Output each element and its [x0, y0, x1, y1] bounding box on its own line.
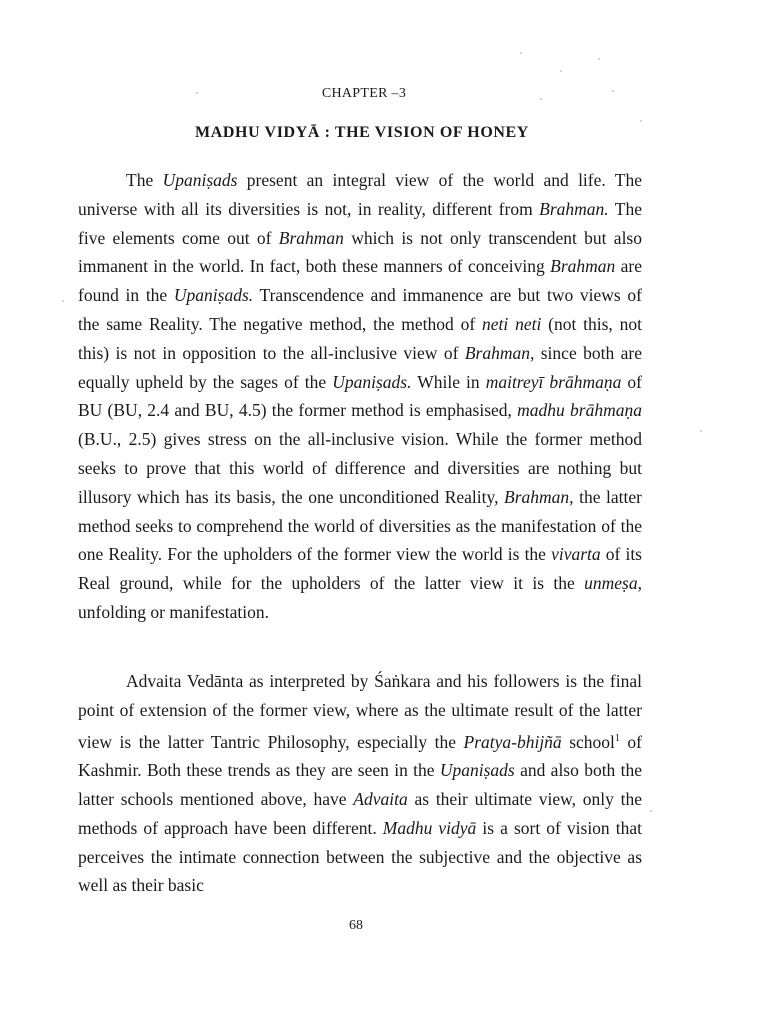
- body-paragraph-2: [78, 667, 642, 900]
- text-run: present an integral view of the world and life. The universe with all its diversities is not, in reality, different from: [78, 170, 643, 219]
- text-run: (B.U., 2.5) gives stress on the all-inclusive vision. While the former method seeks to prove that this world of difference and diversities are nothing but illusory which has its basis, the one unconditioned Reality,: [78, 429, 642, 507]
- italic-term: Brahman: [550, 256, 616, 277]
- paragraph-text: [78, 667, 642, 900]
- text-run: are found in the: [78, 256, 642, 306]
- italic-term: Upaniṣads.: [173, 285, 254, 306]
- italic-term: neti neti: [482, 313, 542, 334]
- text-run: school: [561, 731, 615, 752]
- page-number: 68: [349, 918, 363, 933]
- text-run: Transcendence and immanence are but two views of the same Reality. The negative method, the method of: [78, 285, 642, 334]
- italic-term: Brahman: [278, 227, 344, 248]
- italic-term: Brahman.: [539, 198, 609, 219]
- text-run: The five elements come out of: [78, 198, 642, 248]
- italic-term: maitreyī brāhmaṇa: [485, 371, 622, 392]
- text-run: Advaita Vedānta as interpreted by Śaṅkara and his followers is the final point of extension of the former view, where as the ultimate result of the latter view is the latter Tantric Philosophy, especially the: [78, 671, 642, 752]
- paragraph-text: [78, 166, 642, 627]
- italic-term: Pratya-bhijñā: [463, 731, 562, 752]
- text-run: which is not only transcendent but also immanent in the world. In fact, both these manners of conceiving: [78, 227, 642, 277]
- text-run: the latter method seeks to comprehend the world of diversities as the manifestation of the one Reality. For the upholders of the former view the world is the: [78, 486, 643, 565]
- italic-term: Upaniṣads: [439, 760, 515, 781]
- italic-term: vivarta: [551, 544, 601, 565]
- body-paragraph-1: [78, 166, 642, 627]
- italic-term: Brahman,: [464, 342, 535, 363]
- text-run: is a sort of vision that perceives the intimate connection between the subjective and the objective as well as their basic: [78, 817, 642, 896]
- text-run: as their ultimate view, only the methods of approach have been different.: [78, 789, 642, 838]
- italic-term: madhu brāhmaṇa: [517, 400, 642, 421]
- text-run: of Kashmir. Both these trends as they are seen in the: [78, 731, 643, 781]
- italic-term: Upaniṣads.: [332, 371, 412, 392]
- chapter-heading: CHAPTER –3: [321, 86, 407, 101]
- italic-term: Upaniṣads: [162, 170, 238, 190]
- chapter-title: MADHU VIDYĀ : THE VISION OF HONEY: [195, 124, 529, 141]
- footnote-marker: 1: [614, 732, 620, 744]
- text-run: While in: [411, 371, 486, 392]
- text-run: and also both the latter schools mentioned above, have: [78, 760, 643, 810]
- text-run: of its Real ground, while for the upholders of the latter view it is the: [78, 544, 642, 594]
- text-run: unfolding or manifestation.: [78, 601, 270, 622]
- text-run: since both are equally upheld by the sages of the: [78, 342, 642, 392]
- italic-term: unmeṣa,: [584, 573, 642, 594]
- text-run: The: [126, 170, 163, 190]
- italic-term: Madhu vidyā: [382, 817, 477, 838]
- text-run: of BU (BU, 2.4 and BU, 4.5) the former method is emphasised,: [78, 371, 642, 421]
- text-run: (not this, not this) is not in opposition to the all-inclusive view of: [78, 313, 642, 363]
- italic-term: Advaita: [353, 789, 408, 810]
- italic-term: Brahman,: [504, 486, 574, 507]
